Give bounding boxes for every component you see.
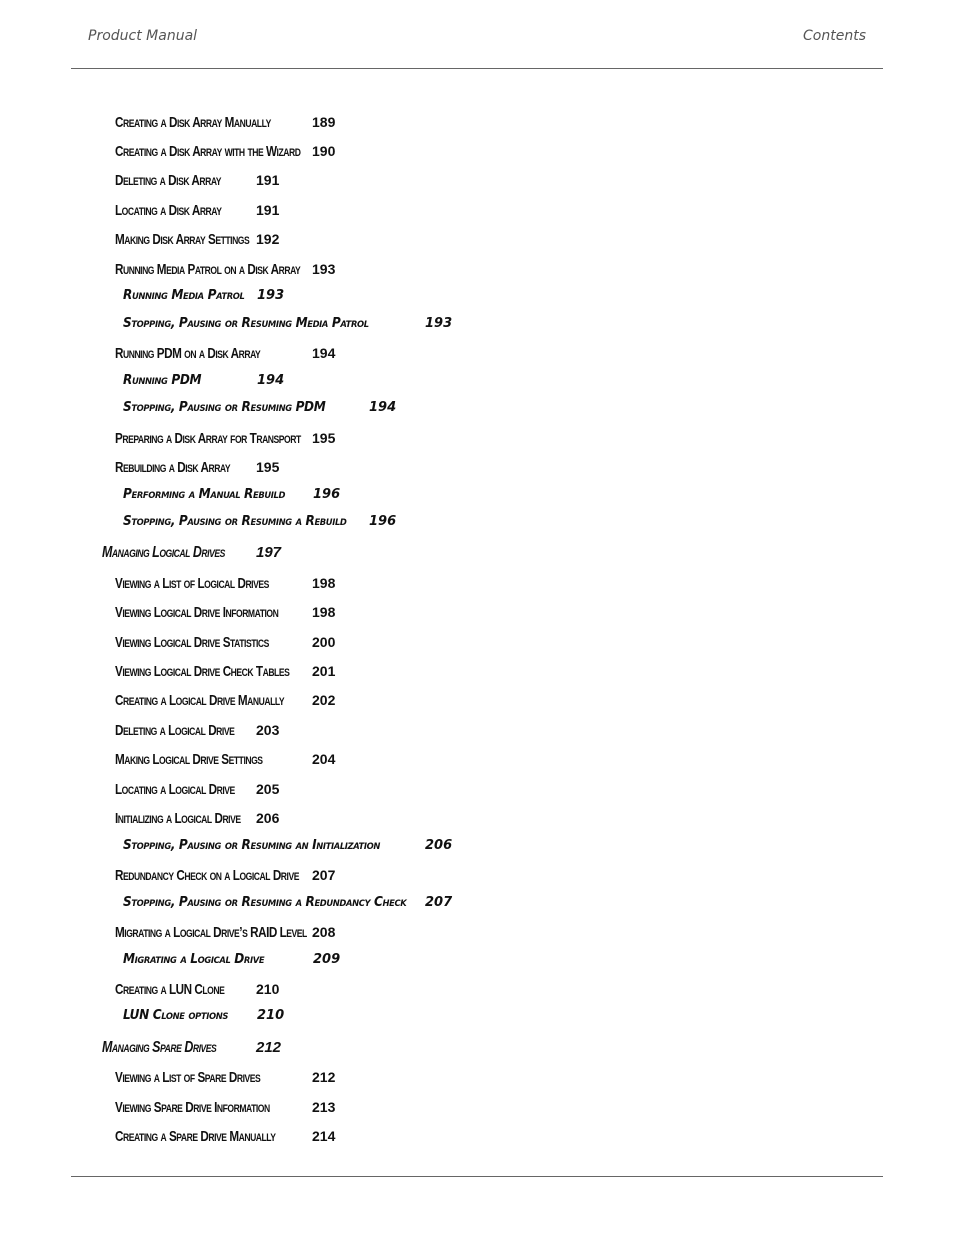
- toc-entry-level-2[interactable]: [115, 981, 280, 998]
- toc-entry-level-2[interactable]: [115, 781, 280, 798]
- toc-entry-title: Running PDM on a Disk Array: [115, 345, 261, 362]
- toc-entry-title: Running PDM: [123, 373, 202, 388]
- toc-entry-level-1[interactable]: [102, 544, 282, 561]
- toc-entry-page: 191: [256, 172, 280, 188]
- toc-entry-page: 194: [312, 345, 336, 361]
- toc-entry-title: Creating a Logical Drive Manually: [115, 692, 285, 709]
- toc-entry-page: 196: [313, 487, 341, 502]
- toc-entry-level-2[interactable]: [115, 751, 336, 768]
- toc-entry-title: Initializing a Logical Drive: [115, 810, 241, 827]
- toc-entry-level-2[interactable]: [115, 232, 287, 247]
- toc-entry-title: Viewing Logical Drive Statistics: [115, 634, 269, 651]
- toc-entry-level-2[interactable]: [115, 431, 353, 446]
- toc-entry-title: Viewing Logical Drive Information: [115, 604, 279, 621]
- toc-entry-level-2[interactable]: [115, 664, 339, 679]
- toc-entry-title: Locating a Disk Array: [115, 202, 222, 219]
- toc-entry-page: 212: [312, 1069, 336, 1085]
- toc-entry-level-3[interactable]: [123, 316, 453, 331]
- toc-entry-title: Viewing a List of Spare Drives: [115, 1069, 261, 1086]
- toc-entry-level-2[interactable]: [115, 1128, 336, 1145]
- toc-entry-level-2[interactable]: [115, 925, 361, 940]
- toc-entry-page: 198: [312, 575, 336, 591]
- toc-entry-page: 198: [312, 604, 336, 620]
- toc-entry-level-2[interactable]: [115, 1069, 336, 1086]
- toc-entry-page: 204: [312, 751, 336, 767]
- toc-entry-page: 194: [257, 373, 285, 388]
- toc-entry-title: Creating a Spare Drive Manually: [115, 1128, 276, 1145]
- toc-entry-title: Performing a Manual Rebuild: [123, 487, 286, 502]
- toc-entry-page: 191: [256, 202, 280, 218]
- toc-entry-page: 203: [256, 722, 280, 738]
- toc-entry-title: Rebuilding a Disk Array: [115, 459, 231, 476]
- toc-entry-title: Stopping, Pausing or Resuming an Initialization: [123, 838, 380, 853]
- toc-entry-page: 193: [257, 288, 285, 303]
- toc-entry-page: 210: [257, 1008, 285, 1023]
- toc-entry-level-2[interactable]: [115, 172, 280, 189]
- toc-entry-level-2[interactable]: [115, 604, 336, 621]
- toc-entry-title: Running Media Patrol on a Disk Array: [115, 261, 301, 278]
- toc-entry-level-3[interactable]: [123, 373, 285, 388]
- toc-entry-level-3[interactable]: [123, 952, 341, 967]
- toc-entry-level-2[interactable]: [115, 692, 336, 709]
- toc-entry-page: 205: [256, 781, 280, 797]
- toc-entry-title: Deleting a Disk Array: [115, 172, 222, 189]
- toc-entry-level-2[interactable]: [115, 722, 280, 739]
- toc-entry-page: 207: [312, 867, 336, 883]
- toc-entry-title: Running Media Patrol: [123, 288, 245, 303]
- toc-entry-page: 195: [256, 459, 280, 475]
- toc-entry-page: 200: [312, 634, 336, 650]
- toc-entry-title: Managing Logical Drives: [102, 544, 225, 561]
- toc-entry-page: 196: [369, 514, 397, 529]
- toc-entry-page: 212: [256, 1039, 282, 1056]
- toc-entry-title: Migrating a Logical Drive: [123, 952, 265, 967]
- toc-entry-title: Creating a Disk Array with the Wizard: [115, 143, 301, 160]
- toc-entry-level-3[interactable]: [123, 288, 285, 303]
- toc-entry-page: 213: [312, 1099, 336, 1115]
- header-rule: [71, 68, 883, 69]
- toc-entry-level-3[interactable]: [123, 400, 397, 415]
- toc-entry-level-2[interactable]: [115, 1099, 336, 1116]
- toc-entry-page: 193: [312, 261, 336, 277]
- toc-entry-page: 210: [256, 981, 280, 997]
- toc-entry-level-3[interactable]: [123, 895, 453, 910]
- toc-entry-page: 193: [425, 316, 453, 331]
- toc-entry-level-2[interactable]: [115, 262, 353, 277]
- toc-entry-title: Creating a Disk Array Manually: [115, 114, 271, 131]
- toc-entry-title: Making Logical Drive Settings: [115, 751, 263, 768]
- toc-entry-title: Managing Spare Drives: [102, 1039, 217, 1056]
- toc-entry-level-3[interactable]: [123, 1008, 285, 1023]
- toc-entry-level-2[interactable]: [115, 634, 336, 651]
- toc-entry-page: 195: [312, 430, 336, 446]
- footer-rule: [71, 1176, 883, 1177]
- toc-entry-page: 201: [312, 663, 336, 679]
- toc-entry-page: 189: [312, 114, 336, 130]
- toc-entry-title: Migrating a Logical Drive’s RAID Level: [115, 924, 307, 941]
- running-header-title: Product Manual: [88, 28, 198, 44]
- toc-entry-level-2[interactable]: [115, 810, 280, 827]
- toc-entry-level-2[interactable]: [115, 144, 353, 159]
- toc-entry-title: Viewing a List of Logical Drives: [115, 575, 269, 592]
- toc-entry-title: LUN Clone options: [123, 1008, 229, 1023]
- toc-entry-level-3[interactable]: [123, 838, 453, 853]
- toc-entry-title: Viewing Logical Drive Check Tables: [115, 663, 290, 680]
- toc-entry-level-3[interactable]: [123, 514, 397, 529]
- running-header-section: Contents: [803, 28, 866, 44]
- toc-entry-page: 214: [312, 1128, 336, 1144]
- toc-entry-level-2[interactable]: [115, 868, 351, 883]
- toc-entry-page: 207: [425, 895, 453, 910]
- toc-entry-title: Stopping, Pausing or Resuming a Rebuild: [123, 514, 347, 529]
- toc-entry-title: Making Disk Array Settings: [115, 231, 250, 248]
- toc-entry-title: Viewing Spare Drive Information: [115, 1099, 270, 1116]
- toc-entry-level-3[interactable]: [123, 487, 341, 502]
- toc-entry-page: 209: [313, 952, 341, 967]
- toc-entry-level-2[interactable]: [115, 345, 336, 362]
- toc-entry-page: 206: [256, 810, 280, 826]
- toc-entry-title: Creating a LUN Clone: [115, 981, 225, 998]
- toc-entry-page: 206: [425, 838, 453, 853]
- toc-entry-page: 194: [369, 400, 397, 415]
- toc-entry-page: 190: [312, 143, 336, 159]
- toc-entry-title: Redundancy Check on a Logical Drive: [115, 867, 299, 884]
- toc-entry-title: Preparing a Disk Array for Transport: [115, 430, 301, 447]
- toc-entry-level-2[interactable]: [115, 575, 336, 592]
- toc-entry-level-2[interactable]: [115, 114, 336, 131]
- toc-entry-title: Locating a Logical Drive: [115, 781, 235, 798]
- toc-entry-page: 192: [256, 231, 280, 247]
- toc-entry-page: 202: [312, 692, 336, 708]
- toc-entry-title: Stopping, Pausing or Resuming a Redundancy Check: [123, 895, 407, 910]
- toc-entry-page: 197: [256, 544, 282, 561]
- toc-entry-title: Stopping, Pausing or Resuming Media Patrol: [123, 316, 369, 331]
- toc-entry-page: 208: [312, 924, 336, 940]
- toc-entry-title: Stopping, Pausing or Resuming PDM: [123, 400, 326, 415]
- toc-entry-level-2[interactable]: [115, 459, 280, 476]
- toc-entry-level-1[interactable]: [102, 1039, 282, 1056]
- toc-entry-title: Deleting a Logical Drive: [115, 722, 235, 739]
- toc-entry-level-2[interactable]: [115, 202, 280, 219]
